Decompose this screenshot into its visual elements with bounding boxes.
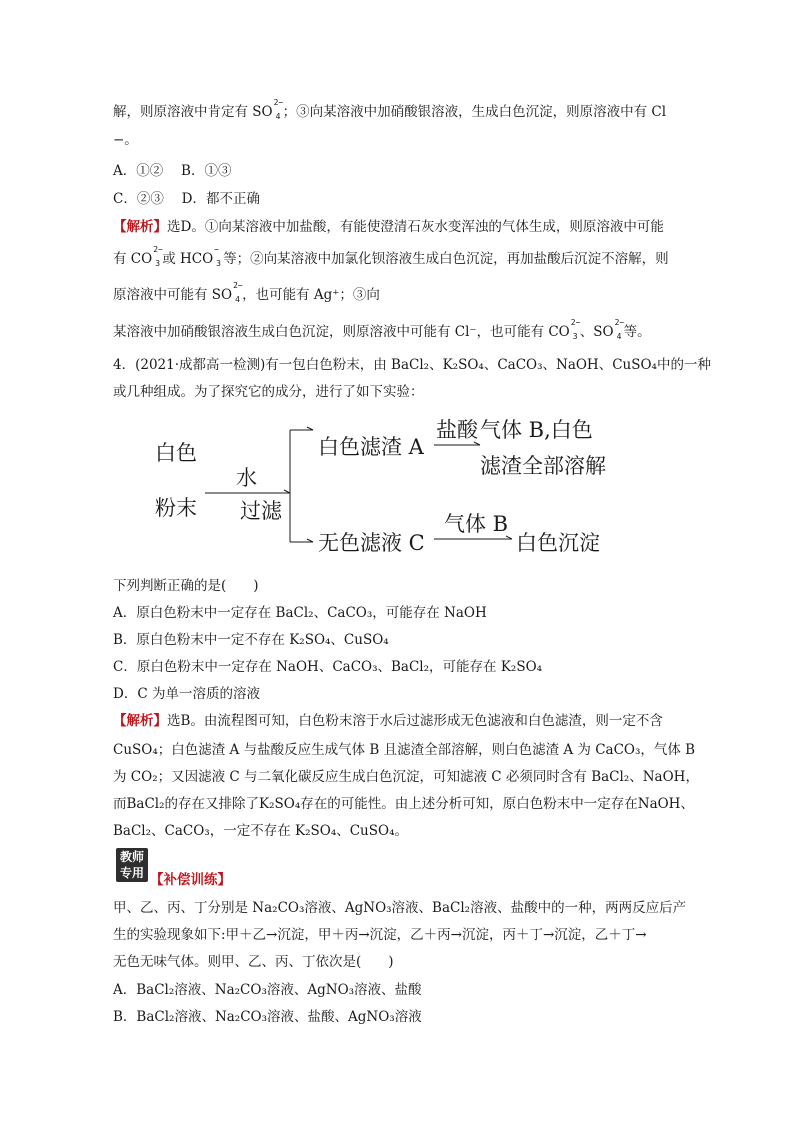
flow-diagram (150, 405, 630, 565)
extra-stem-line-3: 无色无味气体。则甲、乙、丙、丁依次是( ) (113, 954, 394, 970)
start-label-bottom: 粉末 (155, 496, 197, 520)
q3-options-cd: C．②③ D．都不正确 (113, 191, 260, 207)
extra-stem-line-2: 生的实验现象如下:甲＋乙→沉淀，甲＋丙→沉淀，乙＋丙→沉淀，丙＋丁→沉淀，乙＋丁→ (113, 927, 647, 943)
text-span: 、SO (579, 324, 614, 340)
lower-reagent-label: 气体 B (444, 512, 509, 536)
start-label-top: 白色 (155, 441, 197, 465)
q4-question: 下列判断正确的是( ) (113, 578, 259, 594)
upper-result-line-1: 气体 B,白色 (480, 418, 593, 442)
q4-option-b: B．原白色粉末中一定不存在 K₂SO₄、CuSO₄ (113, 632, 389, 648)
text-span: ；③向某溶液中加硝酸银溶液，生成白色沉淀，则原溶液中有 Cl (282, 104, 667, 120)
text-span: 选D。①向某溶液中加盐酸，有能使澄清石灰水变浑浊的气体生成，则原溶液中可能 (167, 219, 664, 235)
text-span: 解，则原溶液中肯定有 SO (113, 104, 273, 120)
q4-analysis-line-4: 而BaCl₂的存在又排除了K₂SO₄存在的可能性。由上述分析可知，原白色粉末中一定存在NaOH、 (113, 796, 694, 812)
q4-analysis-line-1 (113, 711, 693, 731)
extra-stem-line-1: 甲、乙、丙、丁分别是 Na₂CO₃溶液、AgNO₃溶液、BaCl₂溶液、盐酸中的一种，两两反应后产 (113, 900, 687, 916)
lower-node-label: 无色滤液 C (318, 531, 425, 555)
q4-stem-line-2: 或几种组成。为了探究它的成分，进行了如下实验： (113, 384, 424, 400)
extra-option-a: A．BaCl₂溶液、Na₂CO₃溶液、AgNO₃溶液、盐酸 (113, 982, 422, 998)
carbonate-ion-notation: 2− 3 (570, 318, 581, 341)
text-span: 等；②向某溶液中加氯化钡溶液生成白色沉淀，再加盐酸后沉淀不溶解，则 (223, 251, 669, 267)
badge-bottom-text: 专用 (119, 866, 144, 880)
teacher-only-badge (116, 848, 148, 882)
sulfate-ion-notation: 2− 4 (614, 318, 625, 341)
sulfate-ion-notation: 2− 4 (273, 98, 284, 121)
q3-line-2: −。 (113, 132, 138, 148)
badge-top-text: 教师 (119, 850, 144, 864)
upper-reagent-label: 盐酸 (436, 418, 478, 442)
analysis-tag: 【解析】 (113, 713, 167, 729)
text-span: 有 CO (113, 251, 153, 267)
text-span: ，也可能有 Ag⁺；③向 (242, 287, 380, 303)
compensation-tag: 【补偿训练】 (150, 872, 231, 888)
q3-analysis-line-1 (113, 217, 693, 237)
bicarbonate-ion-notation: − 3 (214, 245, 221, 268)
q4-analysis-line-2: CuSO₄；白色滤渣 A 与盐酸反应生成气体 B 且滤渣全部溶解，则白色滤渣 A 为 CaCO₃，气体 B (113, 742, 696, 758)
step-label-bottom: 过滤 (240, 499, 282, 523)
q4-analysis-line-5: BaCl₂、CaCO₃，一定不存在 K₂SO₄、CuSO₄。 (113, 823, 408, 839)
step-label-top: 水 (236, 466, 257, 490)
upper-node-label: 白色滤渣 A (318, 435, 424, 459)
carbonate-ion-notation: 2− 3 (153, 245, 163, 268)
q3-analysis-line-3 (113, 281, 693, 305)
sulfate-ion-notation: 2− 4 (233, 281, 243, 304)
q4-analysis-line-3: 为 CO₂；又因滤液 C 与二氧化碳反应生成白色沉淀，可知滤液 C 必须同时含有 BaCl₂、NaOH， (113, 769, 699, 785)
text-span: 选B。由流程图可知，白色粉末溶于水后过滤形成无色滤液和白色滤渣，则一定不含 (167, 713, 663, 729)
q3-analysis-line-2 (113, 245, 693, 269)
q4-option-c: C．原白色粉末中一定存在 NaOH、CaCO₃、BaCl₂，可能存在 K₂SO₄ (113, 659, 543, 675)
extra-option-b: B．BaCl₂溶液、Na₂CO₃溶液、盐酸、AgNO₃溶液 (113, 1009, 422, 1025)
upper-result-line-2: 滤渣全部溶解 (480, 454, 606, 478)
text-span: 或 HCO (162, 251, 214, 267)
q4-stem-line-1: 4．(2021·成都高一检测)有一包白色粉末，由 BaCl₂、K₂SO₄、CaCO₃、NaOH、CuSO₄中的一种 (113, 357, 711, 373)
text-span: 等。 (623, 324, 651, 340)
text-span: 某溶液中加硝酸银溶液生成白色沉淀，则原溶液中可能有 Cl⁻，也可能有 CO (113, 324, 570, 340)
lower-result-label: 白色沉淀 (516, 531, 600, 555)
q3-options-ab: A．①② B．①③ (113, 163, 232, 179)
compensation-tag-line (150, 870, 730, 890)
text-span: 原溶液中可能有 SO (113, 287, 233, 303)
q4-option-d: D．C 为单一溶质的溶液 (113, 686, 260, 702)
q4-option-a: A．原白色粉末中一定存在 BaCl₂、CaCO₃，可能存在 NaOH (113, 605, 487, 621)
q3-line-1 (113, 98, 693, 122)
analysis-tag: 【解析】 (113, 219, 167, 235)
q3-analysis-line-4 (113, 318, 693, 342)
